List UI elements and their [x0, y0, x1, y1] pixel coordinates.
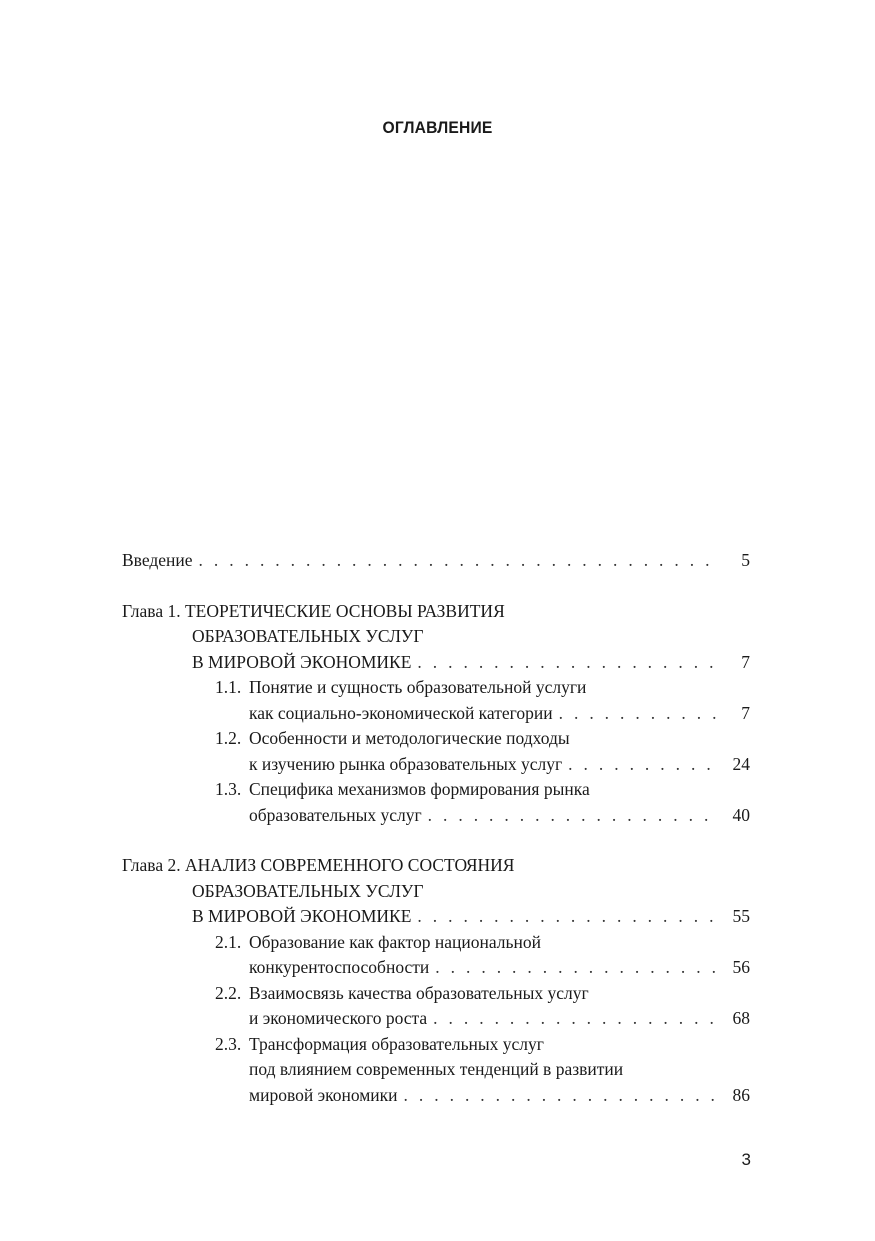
toc-section-1-1[interactable]	[122, 675, 750, 726]
section-title-line: Взаимосвязь качества образовательных услуг	[249, 982, 589, 1003]
section-title-line: Трансформация образовательных услуг	[249, 1033, 544, 1054]
chapter-title-line: ОБРАЗОВАТЕЛЬНЫХ УСЛУГ	[192, 626, 424, 646]
section-number: 2.2.	[215, 982, 242, 1003]
toc-section-2-1[interactable]	[122, 930, 750, 981]
section-title-line: Специфика механизмов формирования рынка	[249, 779, 590, 799]
toc-section-1-2[interactable]	[122, 726, 750, 777]
toc-page-number: 7	[741, 651, 750, 672]
toc-page-number: 5	[741, 550, 750, 570]
chapter-title-line: Глава 2. АНАЛИЗ СОВРЕМЕННОГО СОСТОЯНИЯ	[122, 855, 515, 875]
page-title: ОГЛАВЛЕНИЕ	[382, 118, 493, 137]
toc-section-1-3[interactable]	[122, 777, 750, 828]
toc-chapter-2[interactable]	[122, 853, 750, 930]
chapter-title-line: В МИРОВОЙ ЭКОНОМИКЕ	[192, 651, 412, 672]
dot-leader	[417, 904, 716, 930]
dot-leader	[433, 1006, 716, 1032]
section-title-line: мировой экономики	[249, 1084, 398, 1105]
toc-section-2-3[interactable]	[122, 1032, 750, 1109]
section-number: 1.1.	[215, 677, 242, 697]
dot-leader	[435, 955, 716, 981]
toc-page-number: 7	[741, 702, 750, 723]
toc-page-number: 55	[732, 906, 750, 926]
toc-page-number: 86	[732, 1084, 750, 1105]
toc-section-2-2[interactable]	[122, 981, 750, 1032]
section-number: 1.2.	[215, 728, 242, 748]
chapter-title-line: ОБРАЗОВАТЕЛЬНЫХ УСЛУГ	[192, 880, 424, 901]
dot-leader	[428, 803, 716, 829]
section-title-line: Образование как фактор национальной	[249, 931, 541, 952]
section-title-line: образовательных услуг	[249, 804, 422, 825]
dot-leader	[559, 701, 716, 727]
section-number: 2.1.	[215, 931, 242, 952]
section-number: 2.3.	[215, 1033, 242, 1054]
section-title-line: к изучению рынка образовательных услуг	[249, 753, 563, 774]
section-title-line: и экономического роста	[249, 1008, 428, 1028]
dot-leader	[568, 752, 716, 778]
dot-leader	[404, 1083, 716, 1109]
chapter-title-line: Глава 1. ТЕОРЕТИЧЕСКИЕ ОСНОВЫ РАЗВИТИЯ	[122, 600, 505, 621]
toc-page-number: 68	[732, 1008, 750, 1028]
section-title-line: Понятие и сущность образовательной услуги	[249, 677, 587, 697]
section-title-line: конкурентоспособности	[249, 957, 430, 977]
toc-page-number: 56	[732, 957, 750, 977]
toc-entry-intro[interactable]	[122, 548, 750, 574]
section-title-line: под влиянием современных тенденций в развитии	[249, 1059, 624, 1079]
table-of-contents	[122, 548, 750, 1108]
toc-page-number: 40	[732, 804, 750, 825]
section-number: 1.3.	[215, 779, 242, 799]
dot-leader	[199, 548, 716, 574]
toc-chapter-1[interactable]	[122, 599, 750, 676]
section-title-line: как социально-экономической категории	[249, 702, 553, 723]
page-number: 3	[741, 1150, 751, 1169]
toc-entry-text: Введение	[122, 550, 193, 570]
chapter-title-line: В МИРОВОЙ ЭКОНОМИКЕ	[192, 906, 412, 926]
section-title-line: Особенности и методологические подходы	[249, 728, 570, 748]
toc-page-number: 24	[732, 753, 750, 774]
dot-leader	[417, 650, 716, 676]
